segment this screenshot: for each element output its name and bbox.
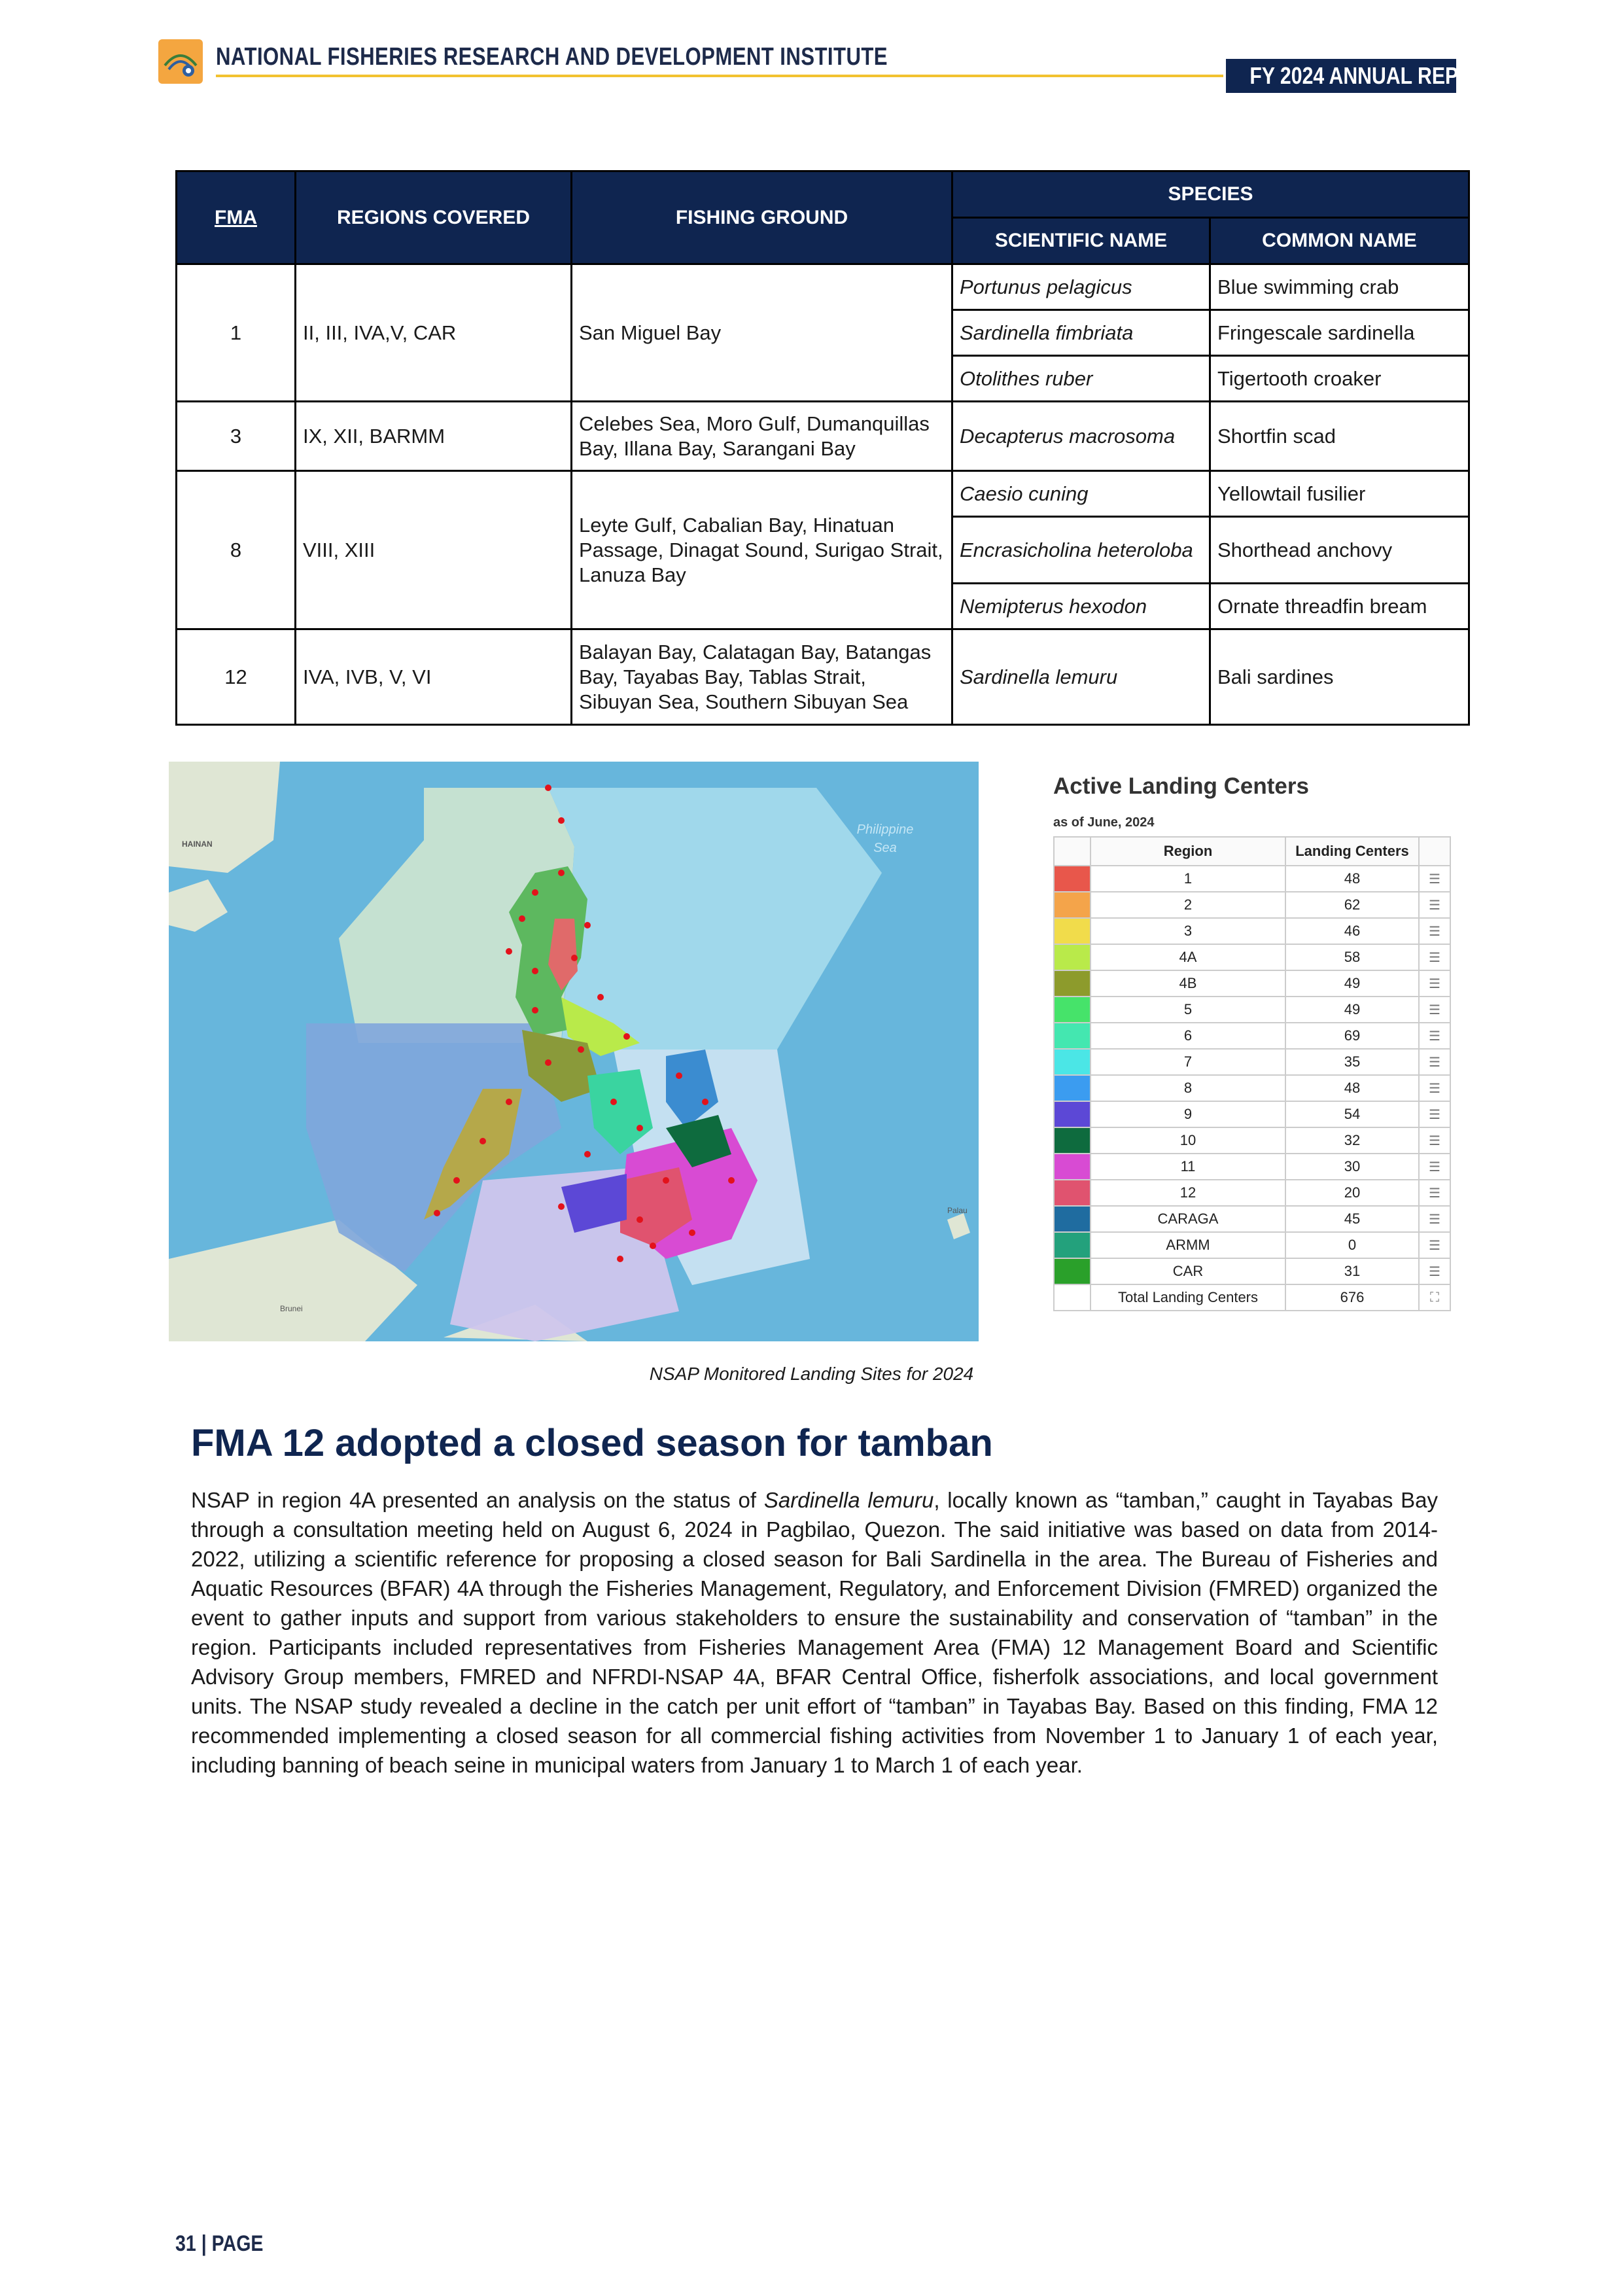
lc-row [1054, 1023, 1450, 1049]
table-row [177, 629, 1469, 725]
list-icon[interactable]: ☰ [1419, 918, 1450, 944]
lc-count-cell: 48 [1285, 1075, 1419, 1101]
lc-row [1054, 1127, 1450, 1154]
institute-name: NATIONAL FISHERIES RESEARCH AND DEVELOPMENT INSTITUTE [216, 43, 888, 71]
table-row [177, 264, 1469, 310]
landing-sites-map [169, 762, 979, 1341]
list-icon[interactable]: ☰ [1419, 1101, 1450, 1127]
lc-region-cell: CAR [1091, 1258, 1285, 1284]
map-label-brunei: Brunei [280, 1304, 303, 1313]
region-color-swatch [1054, 1180, 1091, 1206]
header-fma: FMA [177, 171, 296, 264]
regions-cell: II, III, IVA,V, CAR [296, 264, 572, 402]
list-icon[interactable]: ☰ [1419, 997, 1450, 1023]
lc-total-count: 676 [1285, 1284, 1419, 1311]
list-icon[interactable]: ☰ [1419, 866, 1450, 892]
species-table [175, 170, 1470, 726]
lc-count-cell: 69 [1285, 1023, 1419, 1049]
region-color-swatch [1054, 866, 1091, 892]
lc-count-cell: 58 [1285, 944, 1419, 970]
region-color-swatch [1054, 1023, 1091, 1049]
region-color-swatch [1054, 1206, 1091, 1232]
lc-count-cell: 32 [1285, 1127, 1419, 1154]
lc-total-row [1054, 1284, 1450, 1311]
lc-row [1054, 944, 1450, 970]
report-title: FY 2024 ANNUAL REPORT [1249, 62, 1501, 89]
list-icon[interactable]: ☰ [1419, 1075, 1450, 1101]
common-name-cell: Tigertooth croaker [1210, 356, 1469, 402]
lc-count-cell: 54 [1285, 1101, 1419, 1127]
table-row [177, 402, 1469, 471]
list-icon[interactable]: ☰ [1419, 1180, 1450, 1206]
article-species-italic: Sardinella lemuru [763, 1488, 934, 1512]
region-color-swatch [1054, 1258, 1091, 1284]
scientific-name-cell: Decapterus macrosoma [952, 402, 1210, 471]
lc-region-cell: 4A [1091, 944, 1285, 970]
lc-region-cell: ARMM [1091, 1232, 1285, 1258]
map-label-palau: Palau [947, 1206, 968, 1215]
lc-total-swatch [1054, 1284, 1091, 1311]
lc-region-cell: 1 [1091, 866, 1285, 892]
region-color-swatch [1054, 1075, 1091, 1101]
scientific-name-cell: Caesio cuning [952, 471, 1210, 517]
figure-caption: NSAP Monitored Landing Sites for 2024 [649, 1364, 974, 1384]
scientific-name-cell: Encrasicholina heteroloba [952, 517, 1210, 584]
header-common-name: COMMON NAME [1210, 218, 1469, 264]
region-color-swatch [1054, 1049, 1091, 1075]
table-row [177, 471, 1469, 517]
lc-region-cell: 2 [1091, 892, 1285, 918]
lc-header-row [1054, 837, 1450, 866]
report-badge [1226, 59, 1501, 93]
regions-cell: IX, XII, BARMM [296, 402, 572, 471]
lc-region-cell: CARAGA [1091, 1206, 1285, 1232]
lc-region-cell: 9 [1091, 1101, 1285, 1127]
scientific-name-cell: Nemipterus hexodon [952, 584, 1210, 629]
list-icon[interactable]: ☰ [1419, 970, 1450, 997]
header-scientific-name: SCIENTIFIC NAME [952, 218, 1210, 264]
scientific-name-cell: Otolithes ruber [952, 356, 1210, 402]
header-species: SPECIES [952, 171, 1469, 218]
lc-row [1054, 970, 1450, 997]
fishing-ground-cell: Leyte Gulf, Cabalian Bay, Hinatuan Passage, Dinagat Sound, Surigao Strait, Lanuza Bay [572, 471, 952, 629]
article-heading: FMA 12 adopted a closed season for tamban [191, 1422, 993, 1464]
lc-row [1054, 997, 1450, 1023]
region-color-swatch [1054, 892, 1091, 918]
lc-count-cell: 30 [1285, 1154, 1419, 1180]
regions-cell: VIII, XIII [296, 471, 572, 629]
fishing-ground-cell: Balayan Bay, Calatagan Bay, Batangas Bay, Tayabas Bay, Tablas Strait, Sibuyan Sea, Southern Sibuyan Sea [572, 629, 952, 725]
lc-count-cell: 35 [1285, 1049, 1419, 1075]
lc-region-cell: 6 [1091, 1023, 1285, 1049]
region-color-swatch [1054, 1232, 1091, 1258]
lc-region-cell: 3 [1091, 918, 1285, 944]
lc-region-cell: 10 [1091, 1127, 1285, 1154]
landing-centers-panel [1041, 762, 1460, 1337]
lc-count-cell: 62 [1285, 892, 1419, 918]
region-color-swatch [1054, 944, 1091, 970]
landing-centers-subtitle: as of June, 2024 [1053, 815, 1155, 830]
header-regions: REGIONS COVERED [296, 171, 572, 264]
common-name-cell: Bali sardines [1210, 629, 1469, 725]
lc-row [1054, 1101, 1450, 1127]
expand-icon[interactable]: ⛶ [1419, 1284, 1450, 1311]
landing-centers-table [1053, 836, 1451, 1311]
sea-label-2: Sea [873, 841, 897, 855]
common-name-cell: Ornate threadfin bream [1210, 584, 1469, 629]
list-icon[interactable]: ☰ [1419, 1049, 1450, 1075]
landing-centers-title: Active Landing Centers [1053, 773, 1309, 799]
article-text-1: NSAP in region 4A presented an analysis on the status of [191, 1488, 764, 1512]
fma-cell: 1 [177, 264, 296, 402]
region-color-swatch [1054, 1101, 1091, 1127]
region-color-swatch [1054, 970, 1091, 997]
lc-row [1054, 866, 1450, 892]
fma-cell: 8 [177, 471, 296, 629]
common-name-cell: Blue swimming crab [1210, 264, 1469, 310]
page-footer [175, 2231, 263, 2257]
lc-row [1054, 1258, 1450, 1284]
list-icon[interactable]: ☰ [1419, 1258, 1450, 1284]
lc-region-cell: 8 [1091, 1075, 1285, 1101]
article-text-2: , locally known as “tamban,” caught in Tayabas Bay through a consultation meeting held on August 6, 2024 in Pagbilao, Quezon. The said initiative was based on data from 2014-2022, utilizing a scientific reference for proposing a closed season for Bali Sardinella in the area. The Bureau of Fisheries and Aquatic Resources (BFAR) 4A through the Fisheries Management, Regulatory, and Enforcement Division (FMRED) organized the event to gather inputs and support from various stakeholders to ensure the sustainability and conservation of “tamban” in the region. Participants included representatives from Fisheries Management Area (FMA) 12 Management Board and Scientific Advisory Group members, FMRED and NFRDI-NSAP 4A, BFAR Central Office, fisherfolk associations, and local government units. The NSAP study revealed a decline in the catch per unit effort of “tamban” in Tayabas Bay. Based on this finding, FMA 12 recommended implementing a closed season for all commercial fishing activities from November 1 to January 1 of each year, including banning of beach seine in municipal waters from January 1 to March 1 of each year. [191, 1488, 1438, 1777]
lc-count-cell: 31 [1285, 1258, 1419, 1284]
list-icon[interactable]: ☰ [1419, 944, 1450, 970]
lc-header-count: Landing Centers [1285, 837, 1419, 866]
lc-count-cell: 45 [1285, 1206, 1419, 1232]
lc-header-region: Region [1091, 837, 1285, 866]
common-name-cell: Shortfin scad [1210, 402, 1469, 471]
list-icon[interactable]: ☰ [1419, 1127, 1450, 1154]
lc-row [1054, 1154, 1450, 1180]
region-color-swatch [1054, 918, 1091, 944]
lc-row [1054, 918, 1450, 944]
lc-count-cell: 49 [1285, 970, 1419, 997]
region-color-swatch [1054, 1154, 1091, 1180]
lc-row [1054, 1075, 1450, 1101]
page-word: PAGE [211, 2231, 264, 2256]
common-name-cell: Fringescale sardinella [1210, 310, 1469, 356]
map-label-hainan: HAINAN [182, 839, 213, 849]
common-name-cell: Shorthead anchovy [1210, 517, 1469, 584]
table-header-row [177, 171, 1469, 218]
page-number: 31 [175, 2231, 196, 2256]
lc-row [1054, 1180, 1450, 1206]
fma-cell: 3 [177, 402, 296, 471]
lc-region-cell: 12 [1091, 1180, 1285, 1206]
list-icon[interactable]: ☰ [1419, 1023, 1450, 1049]
header-fishing-ground: FISHING GROUND [572, 171, 952, 264]
lc-count-cell: 49 [1285, 997, 1419, 1023]
list-icon[interactable]: ☰ [1419, 1232, 1450, 1258]
lc-region-cell: 5 [1091, 997, 1285, 1023]
region-color-swatch [1054, 997, 1091, 1023]
lc-count-cell: 46 [1285, 918, 1419, 944]
list-icon[interactable]: ☰ [1419, 892, 1450, 918]
list-icon[interactable]: ☰ [1419, 1206, 1450, 1232]
region-color-swatch [1054, 1127, 1091, 1154]
regions-cell: IVA, IVB, V, VI [296, 629, 572, 725]
lc-header-swatch [1054, 837, 1091, 866]
lc-row [1054, 892, 1450, 918]
lc-row [1054, 1206, 1450, 1232]
header-rule [216, 75, 1223, 77]
scientific-name-cell: Sardinella fimbriata [952, 310, 1210, 356]
page-separator: | [201, 2231, 207, 2256]
lc-region-cell: 4B [1091, 970, 1285, 997]
sea-label-1: Philippine [856, 822, 914, 837]
scientific-name-cell: Sardinella lemuru [952, 629, 1210, 725]
common-name-cell: Yellowtail fusilier [1210, 471, 1469, 517]
lc-count-cell: 20 [1285, 1180, 1419, 1206]
institute-logo [158, 39, 203, 84]
scientific-name-cell: Portunus pelagicus [952, 264, 1210, 310]
lc-total-label: Total Landing Centers [1091, 1284, 1285, 1311]
lc-region-cell: 11 [1091, 1154, 1285, 1180]
list-icon[interactable]: ☰ [1419, 1154, 1450, 1180]
lc-row [1054, 1049, 1450, 1075]
lc-region-cell: 7 [1091, 1049, 1285, 1075]
fishing-ground-cell: Celebes Sea, Moro Gulf, Dumanquillas Bay, Illana Bay, Sarangani Bay [572, 402, 952, 471]
lc-header-icon [1419, 837, 1450, 866]
lc-row [1054, 1232, 1450, 1258]
lc-count-cell: 0 [1285, 1232, 1419, 1258]
fma-cell: 12 [177, 629, 296, 725]
fishing-ground-cell: San Miguel Bay [572, 264, 952, 402]
lc-count-cell: 48 [1285, 866, 1419, 892]
article-body [191, 1485, 1438, 1780]
